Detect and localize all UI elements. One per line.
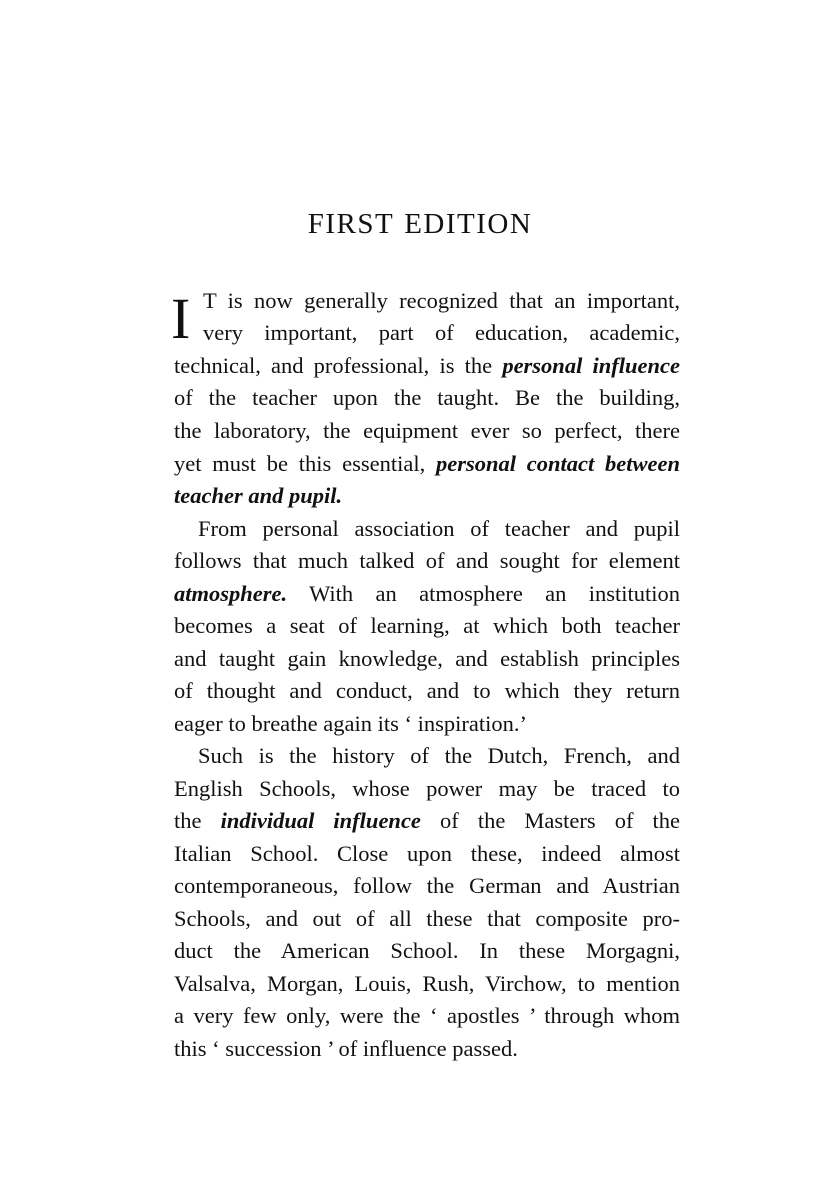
text-line: this ‘ succession ’ of influence passed. [174, 1036, 518, 1061]
text-line: of the teacher upon the taught. Be the building, [174, 385, 680, 410]
text-line: duct the American School. In these Morgagni, [174, 938, 680, 963]
text-line: the laboratory, the equipment ever so perfect, there [174, 418, 680, 443]
text-segment: With an atmosphere an institution [287, 581, 680, 606]
text-line [174, 578, 680, 610]
page-title [0, 208, 840, 241]
text-line: From personal association of teacher and pupil [198, 516, 680, 541]
text-line: Schools, and out of all these that composite pro- [174, 906, 680, 931]
text-segment: of the Masters of the [420, 808, 680, 833]
text-line [174, 448, 680, 480]
text-segment: technical, and professional, is the [174, 353, 503, 378]
text-line: follows that much talked of and sought for element [174, 548, 680, 573]
text-line: Italian School. Close upon these, indeed almost [174, 841, 680, 866]
emphasis-text: personal contact between [435, 451, 681, 476]
text-line [174, 480, 680, 512]
text-line: very important, part of education, academic, [203, 320, 680, 345]
text-line: of thought and conduct, and to which they return [174, 678, 680, 703]
text-line: T is now generally recognized that an important, [203, 288, 680, 313]
emphasis-text: individual influence [220, 808, 421, 833]
title-word-first: FIRST [307, 208, 395, 240]
text-segment: the [174, 808, 221, 833]
title-word-edition: EDITION [404, 208, 533, 240]
emphasis-text: atmosphere. [174, 581, 288, 606]
text-line [174, 350, 680, 382]
text-line: a very few only, were the ‘ apostles ’ through whom [174, 1003, 680, 1028]
text-line [174, 805, 680, 837]
text-line: Such is the history of the Dutch, French, and [198, 743, 680, 768]
text-line: English Schools, whose power may be traced to [174, 776, 680, 801]
drop-cap: I [171, 286, 191, 351]
text-line: Valsalva, Morgan, Louis, Rush, Virchow, to mention [174, 971, 680, 996]
text-segment: yet must be this essential, [174, 451, 436, 476]
text-line: and taught gain knowledge, and establish principles [174, 646, 680, 671]
text-line: becomes a seat of learning, at which both teacher [174, 613, 680, 638]
text-line: contemporaneous, follow the German and Austrian [174, 873, 680, 898]
emphasis-text: teacher and pupil. [174, 483, 343, 508]
text-line: eager to breathe again its ‘ inspiration.’ [174, 711, 527, 736]
emphasis-text: personal influence [502, 353, 681, 378]
